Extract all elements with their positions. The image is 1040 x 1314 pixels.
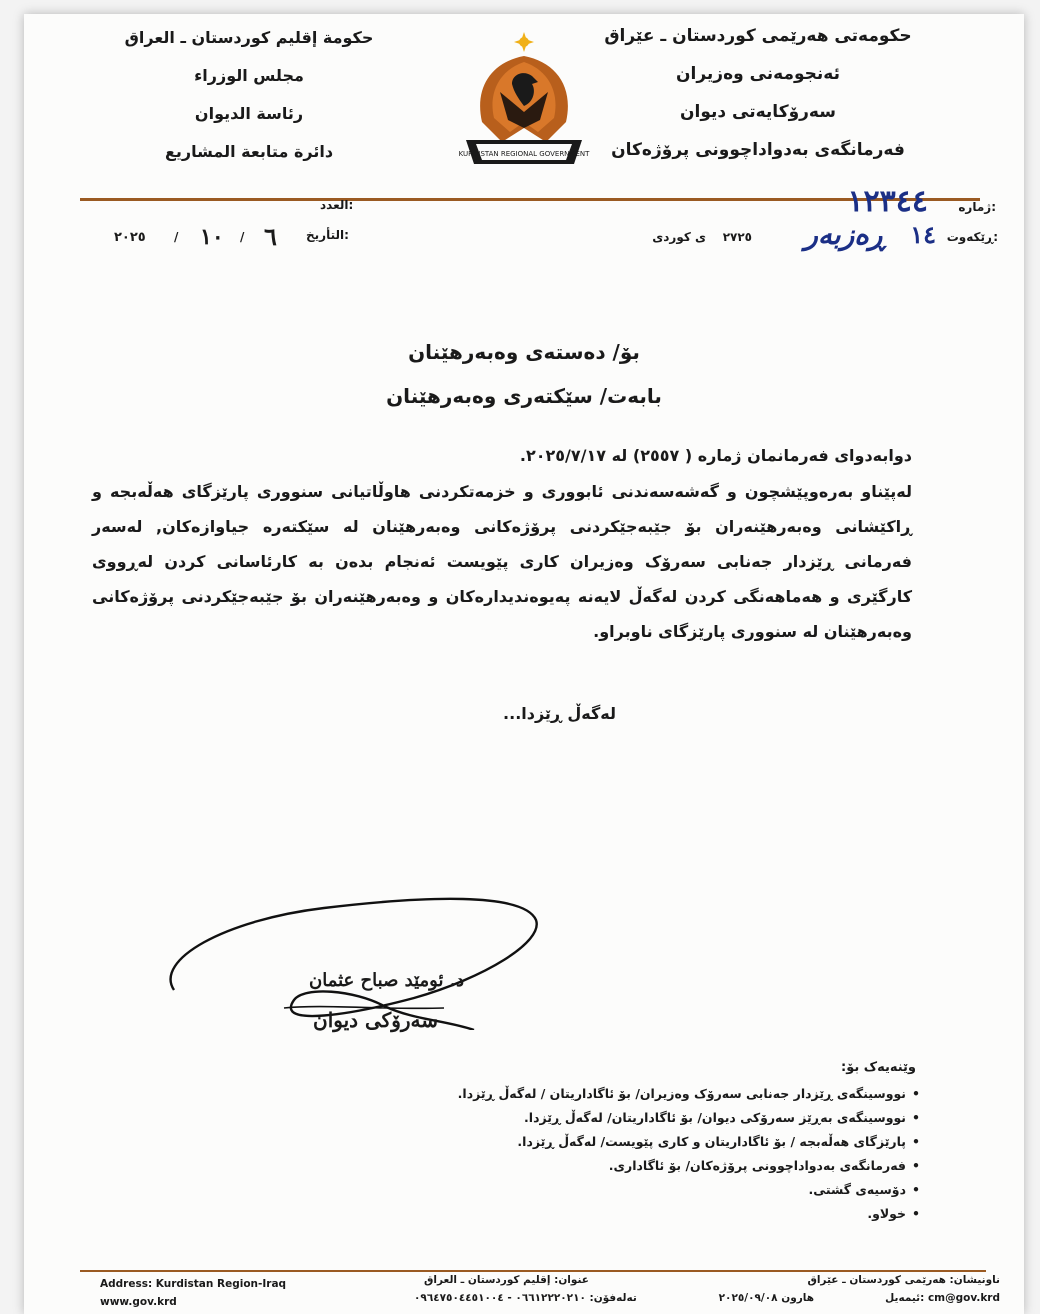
header-ku-line2: ئەنجومەنی وەزیران xyxy=(675,64,840,84)
letter-to: بۆ/ دەستەی وەبەرهێنان xyxy=(408,340,640,364)
copies-heading: وێنەیەک بۆ: xyxy=(841,1060,916,1075)
footer-address-ku: ناونیشان: هەرێمی کوردستان ـ عێراق xyxy=(807,1274,1000,1286)
letter-closing: لەگەڵ ڕێزدا... xyxy=(503,704,616,723)
copies-item: • پارێزگای هەڵەبجە / بۆ ئاگاداریتان و کاری پێویست/ لەگەڵ ڕێزدا. xyxy=(400,1130,920,1154)
number-label-ar: العدد: xyxy=(320,198,354,212)
copies-item: • دۆسیەی گشتی. xyxy=(400,1178,920,1202)
copies-item: • نووسینگەی ڕێزدار جەنابی سەرۆک وەزیران/ بۆ ئاگاداریتان / لەگەڵ ڕێزدا. xyxy=(400,1082,920,1106)
letter-subject: بابەت/ سێکتەری وەبەرهێنان xyxy=(386,384,662,408)
footer-web-en: www.gov.krd xyxy=(100,1296,177,1308)
date-ku-suffix: ی کوردی xyxy=(652,230,706,244)
header-ar-line4: دائرة متابعة المشاريع xyxy=(164,142,334,161)
header-kurdish xyxy=(598,26,918,166)
header-ar-line1: حكومة إقليم كوردستان ـ العراق xyxy=(124,28,374,47)
date-ar-year: ٢٠٢٥ xyxy=(114,230,146,245)
letter-paragraph: لەپێناو بەرەوپێشچون و گەشەسەندنی ئابووری و خزمەتکردنی هاوڵاتیانی سنووری پارێزگای هەڵەبجە و ڕاکێشانی وەبەرهێنەران بۆ جێبەجێکردنی پرۆژەکانی وەبەرهێنان لە سێکتەرە جیاوازەکان, لەسەر فەرمانی ڕێزدار جەنابی سەرۆک وەزیران کاری پێویست ئەنجام بدەن بە کارئاسانی کردن لەڕووی کارگێری و هەماهەنگی کردن لەگەڵ لایەنە پەیوەندیدارەکان و وەبەرهێنەران بۆ جێبەجێکردنی پرۆژەکانی وەبەرهێنان لە سنووری پارێزگای ناوبراو. xyxy=(92,482,912,641)
date-ku-month: ڕەزبەر xyxy=(804,218,886,251)
date-ku-year: ٢٧٢٥ xyxy=(722,230,752,244)
number-label-ku: ژمارە: xyxy=(958,200,996,214)
copies-item: • نووسینگەی بەڕێز سەرۆکی دیوان/ بۆ ئاگاداریتان/ لەگەڵ ڕێزدا. xyxy=(400,1106,920,1130)
krg-emblem-icon xyxy=(452,32,596,174)
footer-address-en: Address: Kurdistan Region-Iraq xyxy=(100,1278,287,1290)
letter-ref-line: دوابەدوای فەرمانمان ژمارە ( ٢٥٥٧) لە ٢٠٢٥/٧/١٧. xyxy=(519,446,912,465)
number-value: ١٢٣٤٤ xyxy=(847,184,928,219)
letter-page xyxy=(24,14,1024,1314)
signature-title: سەرۆکی دیوان xyxy=(313,1008,438,1032)
header-ku-line1: حکومەتی هەرێمی کوردستان ـ عێراق xyxy=(604,26,912,46)
footer-rule xyxy=(80,1270,986,1272)
date-ar: ٢٠٢٥ / ١٠ / ٦ xyxy=(114,222,277,251)
header-ku-line4: فەرمانگەی بەدواداچوونی پرۆژەکان xyxy=(611,140,905,160)
copies-item: • خولاو. xyxy=(400,1202,920,1226)
header-ku-line3: سەرۆکایەتی دیوان xyxy=(680,102,836,122)
signature-name: د. ئومێد صباح عثمان xyxy=(308,970,464,991)
copies-list xyxy=(400,1082,920,1226)
header-ar-line3: رئاسة الديوان xyxy=(194,104,304,123)
copies-item: • فەرمانگەی بەدواداچوونی پرۆژەکان/ بۆ ئاگاداری. xyxy=(400,1154,920,1178)
footer-phone-ar: تەلەفۆن: ٠٦٦١٢٢٢٠٢١٠ - ٠٩٦٤٧٥٠٤٤٥١٠٠٤ xyxy=(414,1292,637,1304)
footer-email-ku: ئیمەیل: cm@gov.krd xyxy=(885,1292,1000,1304)
footer-date-ku: هارون ٢٠٢٥/٠٩/٠٨ xyxy=(718,1292,814,1304)
date-ar-day: ٦ xyxy=(264,222,277,251)
date-label-ku: ڕێکەوت: xyxy=(946,230,998,244)
logo-caption: KURDISTAN REGIONAL GOVERNMENT xyxy=(458,150,590,158)
date-ku-day: ١٤ xyxy=(910,220,936,249)
header-rule xyxy=(80,198,980,201)
date-label-ar: التأريخ: xyxy=(306,228,349,242)
footer-address-ar: عنوان: إقليم كوردستان ـ العراق xyxy=(424,1274,589,1286)
header-ar-line2: مجلس الوزراء xyxy=(194,66,304,85)
date-ar-month: ١٠ xyxy=(200,224,224,250)
header-arabic xyxy=(104,28,394,168)
